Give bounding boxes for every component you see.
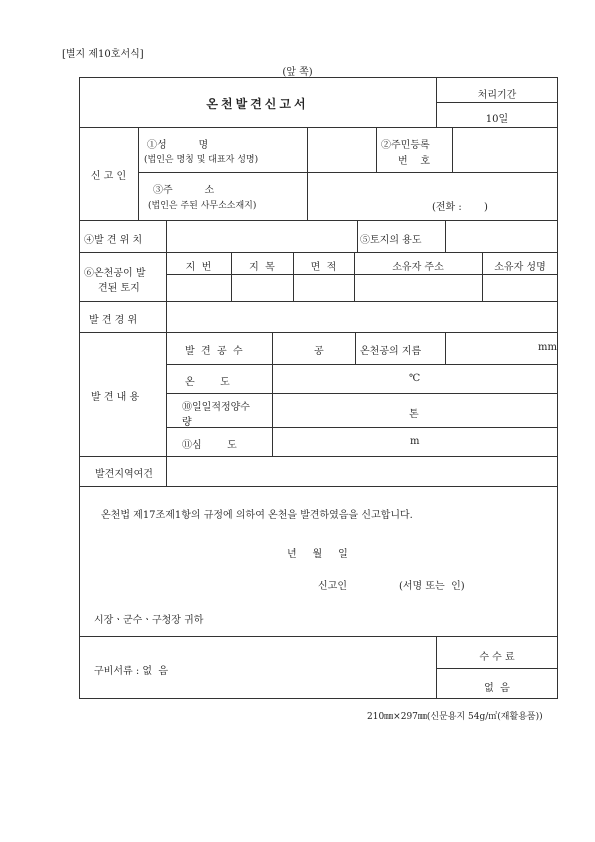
name-sub-label: (법인은 명칭 및 대표자 성명) xyxy=(144,155,259,165)
phone-label: (전화 : ) xyxy=(432,202,488,213)
owner-address-header: 소유자 주소 xyxy=(392,262,444,273)
name-field[interactable] xyxy=(308,128,375,171)
temperature-unit: ℃ xyxy=(409,373,421,384)
side-label: (앞 쪽) xyxy=(282,67,313,78)
land-label-line1: ⑥온천공이 발 xyxy=(84,268,146,279)
form-number: [별지 제10호서식] xyxy=(62,49,144,60)
name-label: ①성 명 xyxy=(147,140,209,151)
site-condition-label: 발견지역여건 xyxy=(95,469,153,480)
signer-sign-label: (서명 또는 인) xyxy=(399,581,465,592)
holes-label: 발 견 공 수 xyxy=(185,346,243,357)
daily-yield-label-line2: 량 xyxy=(182,417,192,428)
lot-number-header: 지 번 xyxy=(185,262,212,273)
form-title: 온천발견신고서 xyxy=(206,97,309,111)
discovery-label: 발 견 내 용 xyxy=(91,392,140,403)
processing-period-value: 10일 xyxy=(485,114,509,125)
reporter-label: 신 고 인 xyxy=(90,171,127,182)
land-use-label: ⑤토지의 용도 xyxy=(360,235,422,246)
land-category-header: 지 목 xyxy=(249,262,275,273)
daily-yield-unit: 톤 xyxy=(409,409,419,420)
address-label: ③주 소 xyxy=(153,185,215,196)
declaration-text: 온천법 제17조제1항의 규정에 의하여 온천을 발견하였음을 신고합니다. xyxy=(101,510,413,521)
location-field[interactable] xyxy=(167,221,356,251)
address-sub-label: (법인은 주된 사무소소재지) xyxy=(148,201,257,211)
circumstance-field[interactable] xyxy=(167,302,557,331)
holes-unit: 공 xyxy=(314,346,324,357)
circumstance-label: 발 견 경 위 xyxy=(89,315,138,326)
owner-name-header: 소유자 성명 xyxy=(494,262,546,273)
diameter-label: 온천공의 지름 xyxy=(360,346,422,357)
resident-number-label: ②주민등록 xyxy=(381,140,430,151)
temperature-label: 온 도 xyxy=(185,377,230,388)
location-label: ④발 견 위 치 xyxy=(84,235,143,246)
land-use-field[interactable] xyxy=(446,221,557,251)
date-line: 년 월 일 xyxy=(287,549,348,560)
depth-label: ⑪심 도 xyxy=(182,440,237,451)
required-documents: 구비서류 : 없 음 xyxy=(94,666,169,677)
addressee: 시장ㆍ군수ㆍ구청장 귀하 xyxy=(94,615,204,626)
resident-number-field[interactable] xyxy=(453,128,557,171)
fee-value: 없 음 xyxy=(484,683,510,694)
daily-yield-label-line1: ⑩일일적정양수 xyxy=(182,402,250,413)
land-label-line2: 견된 토지 xyxy=(98,283,140,294)
resident-number-sub-label: 번 호 xyxy=(397,156,431,167)
depth-unit: m xyxy=(410,436,420,447)
site-condition-field[interactable] xyxy=(167,457,557,485)
fee-label: 수 수 료 xyxy=(479,652,515,663)
diameter-unit: mm xyxy=(538,342,557,353)
area-header: 면 적 xyxy=(310,262,337,273)
processing-period-label: 처리기간 xyxy=(477,90,517,101)
paper-spec: 210㎜×297㎜(신문용지 54g/㎡(재활용품)) xyxy=(367,712,543,722)
signer-label: 신고인 xyxy=(318,581,347,592)
